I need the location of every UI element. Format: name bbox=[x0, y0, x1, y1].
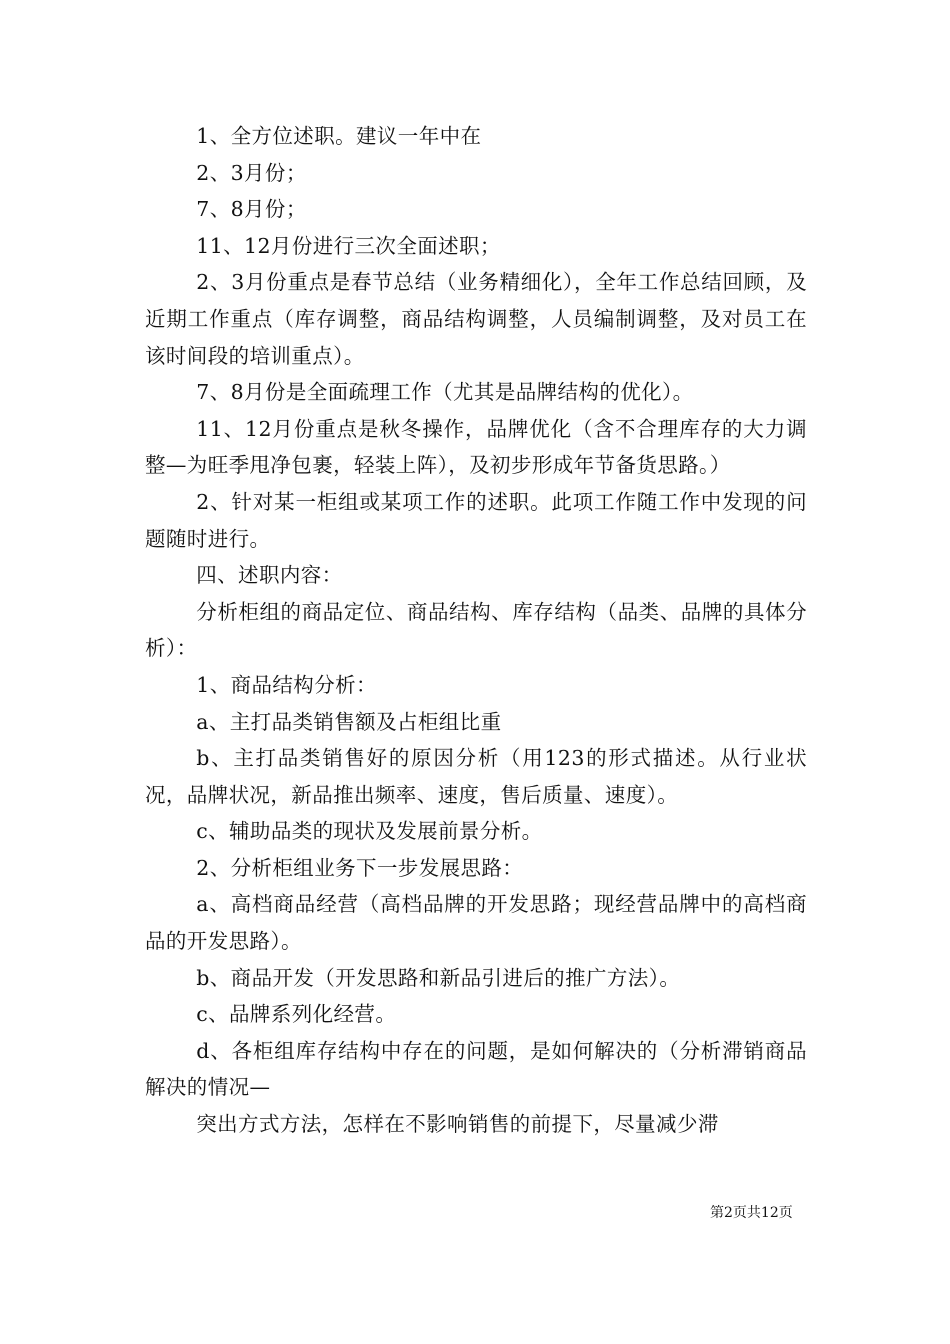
document-body bbox=[145, 118, 807, 1143]
paragraph-19: d、各柜组库存结构中存在的问题，是如何解决的（分析滞销商品解决的情况— bbox=[145, 1038, 807, 1100]
paragraph-18: c、品牌系列化经营。 bbox=[196, 1002, 397, 1027]
paragraph-13: b、主打品类销售好的原因分析（用123的形式描述。从行业状况，品牌状况，新品推出频率、速度，售后质量、速度）。 bbox=[145, 746, 807, 807]
page-number: 第2页共12页 bbox=[710, 1205, 793, 1221]
paragraph-17: b、商品开发（开发思路和新品引进后的推广方法）。 bbox=[196, 965, 681, 990]
paragraph-11: 1、商品结构分析： bbox=[196, 672, 377, 697]
paragraph-2: 2、3月份； bbox=[196, 160, 307, 185]
paragraph-12: a、主打品类销售额及占柜组比重 bbox=[196, 709, 502, 734]
paragraph-10: 分析柜组的商品定位、商品结构、库存结构（品类、品牌的具体分析）： bbox=[145, 599, 807, 661]
paragraph-15: 2、分析柜组业务下一步发展思路： bbox=[196, 855, 524, 880]
paragraph-3: 7、8月份； bbox=[196, 197, 307, 222]
paragraph-5: 2、3月份重点是春节总结（业务精细化），全年工作总结回顾，及近期工作重点（库存调整，商品结构调整，人员编制调整，及对员工在该时间段的培训重点）。 bbox=[145, 270, 807, 368]
section-heading: 四、述职内容： bbox=[196, 563, 343, 588]
paragraph-4: 11、12月份进行三次全面述职； bbox=[196, 233, 501, 258]
paragraph-8: 2、针对某一柜组或某项工作的述职。此项工作随工作中发现的问题随时进行。 bbox=[145, 489, 807, 551]
paragraph-14: c、辅助品类的现状及发展前景分析。 bbox=[196, 819, 543, 844]
paragraph-20: 突出方式方法，怎样在不影响销售的前提下，尽量减少滞 bbox=[196, 1112, 719, 1137]
paragraph-6: 7、8月份是全面疏理工作（尤其是品牌结构的优化）。 bbox=[196, 380, 694, 405]
paragraph-7: 11、12月份重点是秋冬操作，品牌优化（含不合理库存的大力调整—为旺季甩净包裹，轻装上阵），及初步形成年节备货思路。） bbox=[145, 416, 807, 478]
paragraph-1: 1、全方位述职。建议一年中在 bbox=[196, 124, 482, 148]
paragraph-16: a、高档商品经营（高档品牌的开发思路；现经营品牌中的高档商品的开发思路）。 bbox=[145, 892, 807, 954]
